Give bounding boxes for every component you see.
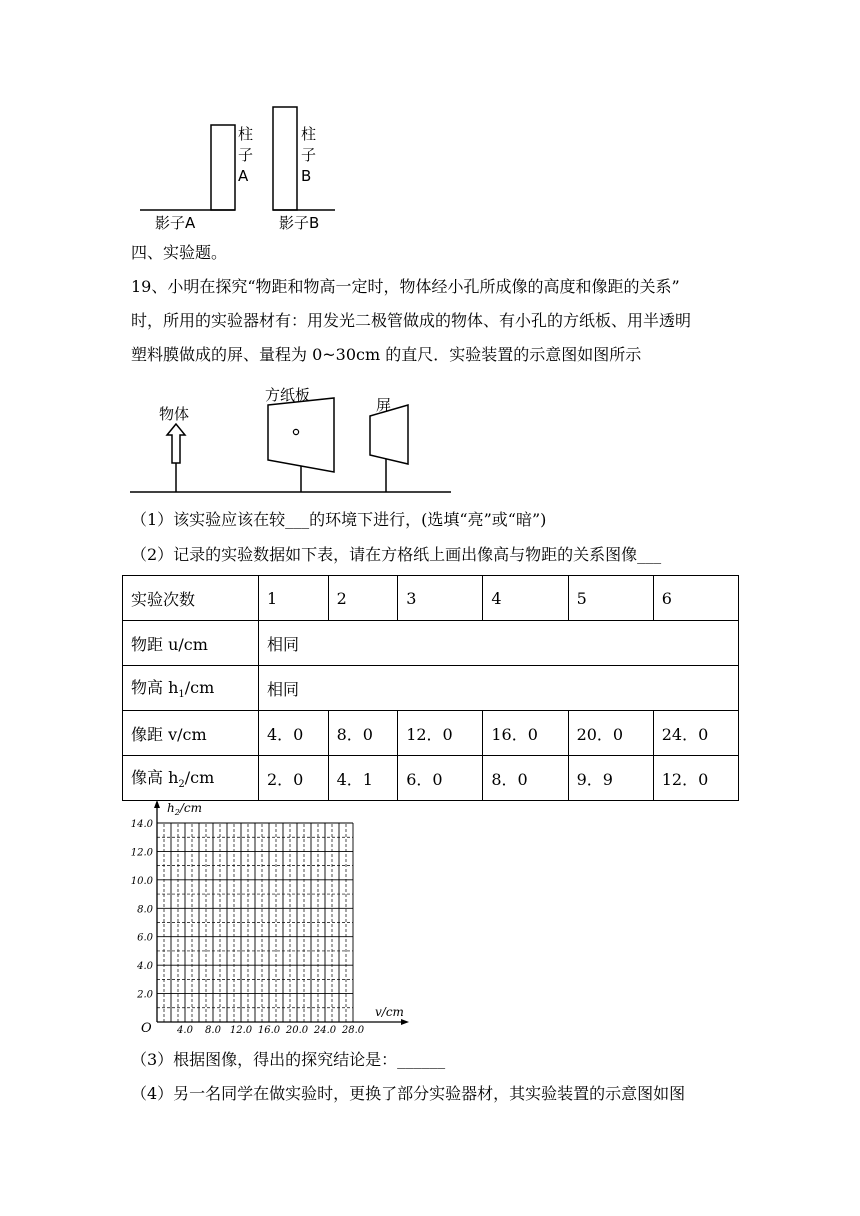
x-tick-label: 4.0 [177,1025,193,1035]
table-header-cell: 实验次数 [123,576,259,621]
table-cell: 9．9 [568,756,653,801]
object-arrow [167,424,185,463]
y-tick-label: 12.0 [130,847,153,859]
row-label-object-distance: 物距 u/cm [123,621,259,666]
x-tick-label: 20.0 [285,1025,309,1035]
table-header-cell: 3 [398,576,483,621]
x-tick-label: 28.0 [341,1025,365,1035]
row-label-image-distance: 像距 v/cm [123,711,259,756]
table-cell: 16．0 [483,711,568,756]
table-row [123,756,739,801]
y-axis-label: $h_2/cm$ [167,801,202,817]
shadow-b-label: 影子B [279,214,320,232]
question-line-1: 19、小明在探究“物距和物高一定时，物体经小孔所成像的高度和像距的关系” [131,277,680,296]
table-header-cell: 1 [259,576,329,621]
y-axis-arrow [154,800,160,808]
row-label-object-height: 物高 $h_1/cm$ [123,666,259,711]
screen-label: 屏 [376,396,392,414]
object-height-value: 相同 [259,666,739,711]
y-tick-label: 8.0 [137,904,153,916]
x-tick-label: 12.0 [229,1025,253,1035]
table-row [123,576,739,621]
object-label: 物体 [159,405,190,423]
table-cell: 6．0 [398,756,483,801]
table-cell: 8．0 [328,711,398,756]
table-header-cell: 6 [653,576,738,621]
pillar-b-label: 柱 子 B [301,125,317,185]
table-cell: 12．0 [653,756,738,801]
x-axis-arrow [401,1019,409,1025]
table-cell: 24．0 [653,711,738,756]
table-row [123,711,739,756]
table-cell: 20．0 [568,711,653,756]
pillar-b [273,107,297,210]
table-cell: 4．1 [328,756,398,801]
table-cell: 2．0 [259,756,329,801]
pillar-a-label: 柱 子 A [238,125,254,185]
y-tick-label: 14.0 [130,819,153,830]
x-tick-label: 24.0 [313,1025,337,1035]
sub-question-2: （2）记录的实验数据如下表，请在方格纸上画出像高与物距的关系图像___ [131,545,662,564]
table-header-cell: 4 [483,576,568,621]
sub-question-1: （1）该实验应该在较___的环境下进行，(选填“亮”或“暗”) [131,510,547,529]
paper-board [268,398,334,472]
table-row [123,621,739,666]
sub-question-4: （4）另一名同学在做实验时，更换了部分实验器材，其实验装置的示意图如图 [131,1084,686,1103]
shadow-a-label: 影子A [155,214,196,232]
origin-label: O [141,1021,152,1035]
question-line-2: 时，所用的实验器材有：用发光二极管做成的物体、有小孔的方纸板、用半透明 [131,311,692,330]
y-tick-label: 2.0 [137,989,153,1001]
y-tick-label: 6.0 [137,932,153,944]
section-title: 四、实验题。 [131,243,228,262]
pinhole [293,429,298,434]
x-tick-label: 16.0 [257,1025,281,1035]
table-header-cell: 5 [568,576,653,621]
pillar-a [211,125,235,210]
graph-paper-chart [125,800,410,1035]
table-row [123,666,739,711]
table-cell: 12．0 [398,711,483,756]
table-cell: 8．0 [483,756,568,801]
data-table [122,575,739,801]
sub-question-3: （3）根据图像，得出的探究结论是：______ [131,1050,446,1069]
table-cell: 4．0 [259,711,329,756]
x-axis-label: v/cm [375,1005,404,1019]
question-line-3: 塑料膜做成的屏、量程为 0~30cm 的直尺．实验装置的示意图如图所示 [131,345,642,364]
board-label: 方纸板 [265,386,311,404]
row-label-image-height: 像高 $h_2/cm$ [123,756,259,801]
x-tick-label: 8.0 [205,1025,221,1035]
object-distance-value: 相同 [259,621,739,666]
y-tick-label: 10.0 [130,875,153,887]
table-header-cell: 2 [328,576,398,621]
y-tick-label: 4.0 [137,961,153,973]
